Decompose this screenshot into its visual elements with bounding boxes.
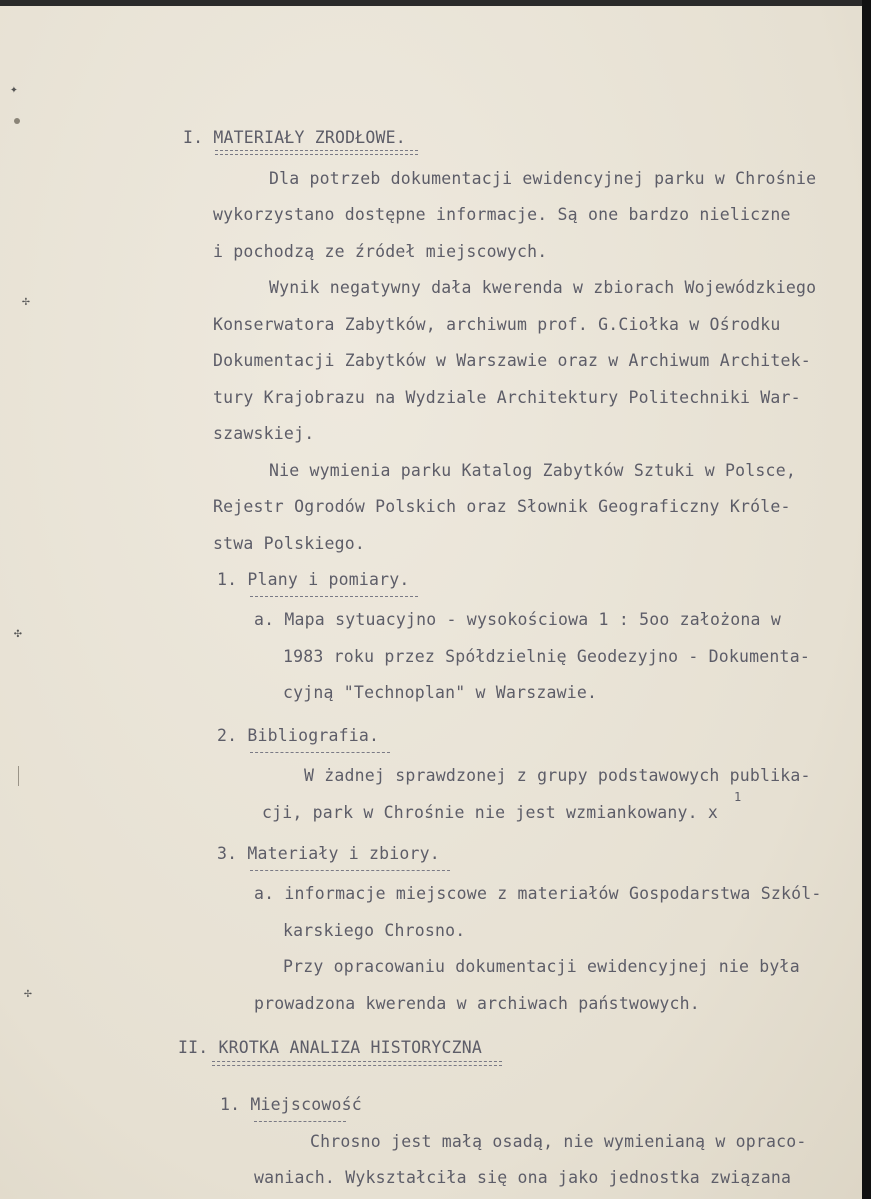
item-title-underline <box>250 596 418 597</box>
section-heading: II. KROTKA ANALIZA HISTORYCZNA <box>178 1038 483 1057</box>
margin-mark: ✢ <box>24 986 32 1001</box>
item-line: Przy opracowaniu dokumentacji ewidencyjnej nie była <box>283 957 800 976</box>
paragraph-line: Wynik negatywny dała kwerenda w zbiorach Wojewódzkiego <box>269 278 817 297</box>
item-line: Chrosno jest małą osadą, nie wymienianą w opraco- <box>310 1132 807 1151</box>
item-line: 1983 roku przez Spółdzielnię Geodezyjno - Dokumenta- <box>283 647 810 666</box>
scan-right-edge <box>862 0 871 1199</box>
footnote-marker: 1 <box>734 790 742 804</box>
item-title-underline <box>250 870 450 871</box>
item-title: 3. Materiały i zbiory. <box>217 844 440 863</box>
item-title: 2. Bibliografia. <box>217 726 380 745</box>
item-line: a. informacje miejscowe z materiałów Gospodarstwa Szkól- <box>254 884 822 903</box>
item-line: prowadzona kwerenda w archiwach państwowych. <box>254 994 700 1013</box>
heading-double-underline <box>215 150 418 155</box>
paragraph-line: szawskiej. <box>213 424 315 443</box>
item-line: W żadnej sprawdzonej z grupy podstawowych publika- <box>304 766 811 785</box>
item-title-underline <box>250 752 390 753</box>
paragraph-line: Rejestr Ogrodów Polskich oraz Słownik Geograficzny Króle- <box>213 497 791 516</box>
paragraph-line: i pochodzą ze źródeł miejscowych. <box>213 242 548 261</box>
margin-mark: ✢ <box>22 294 30 309</box>
item-line: cyjną "Technoplan" w Warszawie. <box>283 683 598 702</box>
paragraph-line: tury Krajobrazu na Wydziale Architektury Politechniki War- <box>213 388 801 407</box>
paragraph-line: Konserwatora Zabytków, archiwum prof. G.Ciołka w Ośrodku <box>213 315 781 334</box>
item-title: 1. Plany i pomiary. <box>217 570 410 589</box>
typewritten-page <box>0 6 862 1199</box>
section-heading: I. MATERIAŁY ZRODŁOWE. <box>183 128 406 147</box>
punch-hole <box>14 118 20 124</box>
paragraph-line: stwa Polskiego. <box>213 534 366 553</box>
heading-double-underline <box>212 1061 502 1066</box>
paragraph-line: wykorzystano dostępne informacje. Są one bardzo nieliczne <box>213 205 791 224</box>
paragraph-line: Dokumentacji Zabytków w Warszawie oraz w Archiwum Architek- <box>213 351 811 370</box>
item-line: a. Mapa sytuacyjno - wysokościowa 1 : 5oo założona w <box>254 610 781 629</box>
margin-mark: ✦ <box>10 82 18 97</box>
item-title-underline <box>254 1121 346 1122</box>
item-line: waniach. Wykształciła się ona jako jednostka związana <box>254 1168 792 1187</box>
item-line: karskiego Chrosno. <box>283 921 466 940</box>
item-line: cji, park w Chrośnie nie jest wzmiankowany. x <box>262 803 719 822</box>
paragraph-line: Nie wymienia parku Katalog Zabytków Sztuki w Polsce, <box>269 461 796 480</box>
item-title: 1. Miejscowość <box>220 1095 362 1114</box>
paragraph-line: Dla potrzeb dokumentacji ewidencyjnej parku w Chrośnie <box>269 169 817 188</box>
margin-scratch <box>18 766 19 786</box>
margin-mark: ✣ <box>14 626 22 641</box>
